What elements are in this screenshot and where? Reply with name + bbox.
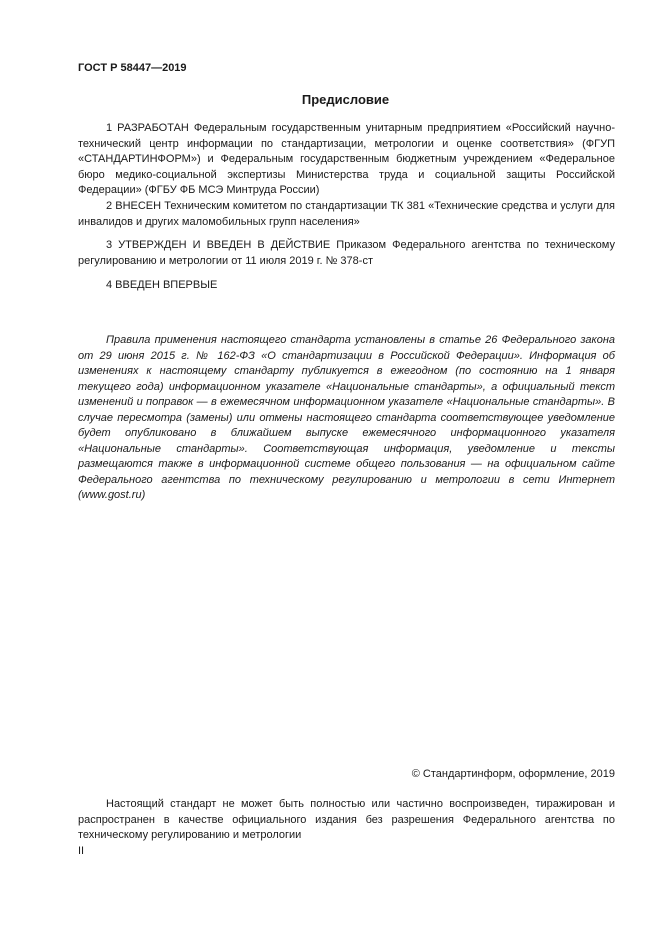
item-introduced: 4 ВВЕДЕН ВПЕРВЫЕ	[106, 279, 218, 291]
item-approved: 3 УТВЕРЖДЕН И ВВЕДЕН В ДЕЙСТВИЕ Приказом Федерального агентства по техническому регулированию и метрологии от 11 июля 2019 г. № 378-ст	[78, 239, 615, 267]
document-header: ГОСТ Р 58447—2019	[78, 62, 187, 74]
reproduction-note: Настоящий стандарт не может быть полностью или частично воспроизведен, тиражирован и распространен в качестве официального издания без разрешения Федерального агентства по техническому регулированию и метрологии	[78, 798, 615, 841]
item-submitted: 2 ВНЕСЕН Техническим комитетом по стандартизации ТК 381 «Технические средства и услуги для инвалидов и других маломобильных групп населения»	[78, 200, 615, 228]
page-number: II	[78, 845, 85, 857]
page-title: Предисловие	[301, 92, 390, 107]
item-developed: 1 РАЗРАБОТАН Федеральным государственным унитарным предприятием «Российский научно-технический центр информации по стандартизации, метрологии и оценке соответствия» (ФГУП «СТАНДАРТИНФОРМ») и Федеральным государственным бюджетным учреждением «Федеральное бюро медико-социальной экспертизы Министерства труда и социальной защиты Российской Федерации» (ФГБУ ФБ МСЭ Минтруда России)	[78, 122, 615, 196]
copyright-line: © Стандартинформ, оформление, 2019	[411, 768, 615, 780]
application-notice: Правила применения настоящего стандарта установлены в статье 26 Федерального закона от 29 июня 2015 г. № 162-ФЗ «О стандартизации в Российской Федерации». Информация об изменениях к настоящему стандарту публикуется в ежегодном (по состоянию на 1 января текущего года) информационном указателе «Национальные стандарты», а официальный текст изменений и поправок — в ежемесячном информационном указателе «Национальные стандарты». В случае пересмотра (замены) или отмены настоящего стандарта соответствующее уведомление будет опубликовано в ближайшем выпуске ежемесячного информационного указателя «Национальные стандарты». Соответствующая информация, уведомление и тексты размещаются также в информационной системе общего пользования — на официальном сайте Федерального агентства по техническому регулированию и метрологии в сети Интернет (www.gost.ru)	[78, 334, 615, 501]
